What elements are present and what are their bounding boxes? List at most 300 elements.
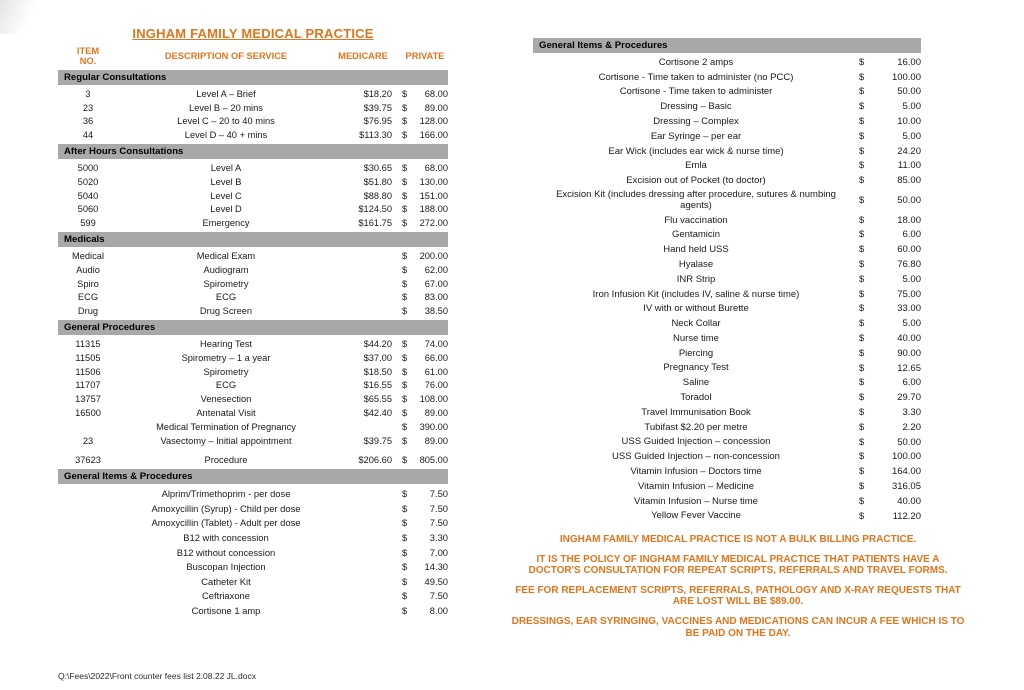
service-description-cell: Iron Infusion Kit (includes IV, saline & nurse time) [592, 288, 800, 300]
fee-table-row [533, 287, 921, 302]
private-fee-cell [402, 488, 448, 499]
private-fee-cell [402, 306, 448, 316]
service-description-cell: Travel Immunisation Book [641, 406, 751, 418]
price-cell [859, 259, 921, 270]
private-fee-cell [402, 367, 448, 377]
service-description-cell: Ceftriaxone [202, 590, 250, 602]
item-no-cell: 5000 [77, 163, 99, 174]
price-cell [859, 116, 921, 127]
price-cell [859, 392, 921, 403]
private-amount: 68.00 [424, 163, 448, 174]
price-amount: 40.00 [897, 333, 921, 345]
item-no-cell: 36 [82, 116, 94, 127]
section-header: General Items & Procedures [58, 469, 448, 484]
price-amount: 6.00 [902, 377, 921, 389]
private-fee-cell [402, 89, 448, 99]
medicare-fee-cell: $124.50 [358, 204, 392, 215]
fee-table-row [533, 346, 921, 361]
service-description-cell: Neck Collar [671, 318, 721, 330]
fee-table-row [533, 99, 921, 114]
dollar-sign: $ [859, 145, 865, 157]
service-description-cell: Catheter Kit [201, 575, 251, 587]
price-cell [859, 289, 921, 300]
section-rows [533, 55, 921, 524]
dollar-sign: $ [402, 204, 408, 215]
table-header-row [58, 45, 448, 67]
dollar-sign: $ [859, 259, 865, 271]
page-title: INGHAM FAMILY MEDICAL PRACTICE [132, 26, 374, 41]
private-amount: 3.30 [429, 531, 448, 543]
section-header: Regular Consultations [58, 70, 448, 85]
price-cell [859, 215, 921, 226]
dollar-sign: $ [859, 71, 865, 83]
page-corner-shadow [0, 0, 46, 34]
dollar-sign: $ [859, 244, 865, 256]
service-description-cell: Cortisone - Time taken to administer (no PCC) [598, 71, 794, 83]
service-description-cell: Excision out of Pocket (to doctor) [626, 175, 766, 187]
fee-table-row [533, 376, 921, 391]
service-description-cell: Level A – Brief [196, 88, 256, 99]
service-description-cell: Pregnancy Test [663, 362, 729, 374]
item-no-cell: 11707 [75, 380, 101, 391]
fee-table-row [58, 263, 448, 277]
service-description-cell: Emergency [202, 218, 250, 229]
fee-table-row [58, 392, 448, 406]
service-description-cell: Vitamin Infusion – Medicine [638, 480, 754, 492]
fee-table-row [533, 405, 921, 420]
fee-table-row [58, 216, 448, 230]
price-amount: 6.00 [902, 229, 921, 241]
fee-table-row [533, 188, 921, 213]
dollar-sign: $ [402, 604, 408, 616]
fee-table-row [533, 228, 921, 243]
dollar-sign: $ [402, 380, 408, 391]
private-amount: 89.00 [424, 102, 448, 113]
fee-table-row [58, 351, 448, 365]
fee-table-row [533, 129, 921, 144]
medicare-fee-cell: $51.80 [363, 176, 392, 187]
private-fee-cell [402, 292, 448, 302]
fee-table-row [58, 434, 448, 448]
service-description-cell: Level A [210, 163, 242, 174]
fee-table-row [533, 494, 921, 509]
price-cell [859, 511, 921, 522]
item-no-cell: 23 [82, 435, 94, 446]
price-cell [859, 274, 921, 285]
service-description-cell: Spirometry – 1 a year [181, 352, 271, 363]
fee-table-row [58, 161, 448, 175]
dollar-sign: $ [859, 407, 865, 419]
private-amount: 7.00 [429, 546, 448, 558]
private-fee-cell [402, 103, 448, 113]
dollar-sign: $ [859, 56, 865, 68]
dollar-sign: $ [859, 436, 865, 448]
price-amount: 29.70 [897, 392, 921, 404]
price-amount: 75.00 [897, 288, 921, 300]
medicare-fee-cell: $44.20 [363, 339, 392, 350]
fee-table-row [58, 189, 448, 203]
private-fee-cell [402, 251, 448, 261]
price-amount: 24.20 [897, 145, 921, 157]
dollar-sign: $ [402, 590, 408, 602]
fee-table-row [533, 302, 921, 317]
private-fee-cell [402, 422, 448, 432]
item-no-cell: Medical [71, 251, 105, 262]
section-general-procedures [58, 320, 448, 467]
price-amount: 16.00 [897, 56, 921, 68]
price-amount: 11.00 [897, 160, 921, 172]
dollar-sign: $ [859, 495, 865, 507]
private-amount: 38.50 [424, 306, 448, 317]
price-cell [859, 348, 921, 359]
price-amount: 76.80 [897, 259, 921, 271]
service-description-cell: Antenatal Visit [196, 408, 256, 419]
private-amount: 8.00 [429, 604, 448, 616]
dollar-sign: $ [402, 517, 408, 529]
price-amount: 50.00 [897, 194, 921, 206]
dollar-sign: $ [859, 116, 865, 128]
dollar-sign: $ [402, 278, 408, 289]
private-amount: 7.50 [429, 517, 448, 529]
service-description-cell: Cortisone 2 amps [658, 56, 734, 68]
service-description-cell: Level D – 40 + mins [184, 130, 268, 141]
dollar-sign: $ [859, 510, 865, 522]
price-cell [859, 72, 921, 83]
medicare-fee-cell: $65.55 [363, 394, 392, 405]
dollar-sign: $ [402, 190, 408, 201]
item-no-cell: 5060 [77, 204, 99, 215]
price-cell [859, 481, 921, 492]
private-fee-cell [402, 576, 448, 587]
private-fee-cell [402, 204, 448, 214]
private-amount: 49.50 [424, 575, 448, 587]
dollar-sign: $ [402, 251, 408, 262]
price-amount: 3.30 [902, 407, 921, 419]
dollar-sign: $ [859, 377, 865, 389]
dollar-sign: $ [402, 575, 408, 587]
private-fee-cell [402, 561, 448, 572]
dollar-sign: $ [402, 435, 408, 446]
service-description-cell: B12 without concession [176, 546, 276, 558]
fee-table-row [533, 479, 921, 494]
private-fee-cell [402, 394, 448, 404]
service-description-cell: B12 with concession [183, 531, 269, 543]
dollar-sign: $ [859, 421, 865, 433]
dollar-sign: $ [859, 101, 865, 113]
fee-table-row [58, 365, 448, 379]
fee-table-row [58, 101, 448, 115]
item-no-cell: 599 [80, 218, 96, 229]
fee-table-row [58, 574, 448, 589]
private-amount: 805.00 [419, 455, 448, 466]
price-cell [859, 160, 921, 171]
dollar-sign: $ [402, 102, 408, 113]
dollar-sign: $ [402, 546, 408, 558]
fee-table-row [58, 454, 448, 468]
medicare-fee-cell: $16.55 [363, 380, 392, 391]
section-general-items-left [58, 469, 448, 617]
dollar-sign: $ [859, 175, 865, 187]
fee-table-row [533, 450, 921, 465]
service-description-cell: USS Guided Injection – concession [621, 436, 771, 448]
fee-table-row [533, 435, 921, 450]
item-no-cell: 13757 [75, 394, 101, 405]
column-header-item-no [58, 46, 118, 66]
dollar-sign: $ [402, 366, 408, 377]
dollar-sign: $ [859, 214, 865, 226]
item-no-cell: 44 [82, 130, 94, 141]
fee-table-row [533, 70, 921, 85]
private-amount: 14.30 [424, 561, 448, 573]
column-header-private: PRIVATE [405, 51, 445, 61]
medicare-fee-cell: $42.40 [363, 408, 392, 419]
notice-text: INGHAM FAMILY MEDICAL PRACTICE IS NOT A BULK BILLING PRACTICE. [559, 534, 917, 545]
fee-table-row [58, 115, 448, 129]
service-description-cell: Nurse time [673, 332, 719, 344]
price-cell [859, 407, 921, 418]
private-amount: 76.00 [424, 380, 448, 391]
price-cell [859, 466, 921, 477]
private-amount: 390.00 [419, 421, 448, 432]
service-description-cell: Emla [685, 160, 707, 172]
price-cell [859, 131, 921, 142]
dollar-sign: $ [859, 229, 865, 241]
fee-table-row [58, 530, 448, 545]
price-amount: 5.00 [902, 130, 921, 142]
private-amount: 61.00 [424, 366, 448, 377]
fee-table-row [58, 559, 448, 574]
item-header-line1: ITEM [76, 46, 100, 56]
item-no-cell: Audio [76, 264, 100, 275]
right-column [533, 36, 921, 524]
dollar-sign: $ [402, 163, 408, 174]
fee-table-row [533, 316, 921, 331]
fee-table-row [533, 114, 921, 129]
fee-table-row [58, 175, 448, 189]
dollar-sign: $ [402, 408, 408, 419]
service-description-cell: Medical Exam [196, 251, 256, 262]
dollar-sign: $ [402, 339, 408, 350]
private-amount: 74.00 [424, 339, 448, 350]
service-description-cell: USS Guided Injection – non-concession [612, 451, 780, 463]
column-header-medicare: MEDICARE [338, 51, 388, 61]
service-description-cell: Toradol [680, 392, 712, 404]
medicare-fee-cell: $206.60 [358, 455, 392, 466]
service-description-cell: Flu vaccination [664, 214, 728, 226]
service-description-cell: Audiogram [203, 264, 249, 275]
service-description-cell: Vitamin Infusion – Nurse time [634, 495, 758, 507]
notice-text: DRESSINGS, EAR SYRINGING, VACCINES AND MEDICATIONS CAN INCUR A FEE WHICH IS TO BE PAID ON THE DAY. [511, 615, 965, 639]
section-rows [58, 161, 448, 230]
section-after-hours-consultations [58, 144, 448, 230]
fee-table-row [58, 249, 448, 263]
fee-table-row [58, 406, 448, 420]
medicare-fee-cell: $18.20 [363, 88, 392, 99]
dollar-sign: $ [859, 288, 865, 300]
price-cell [859, 229, 921, 240]
fee-table-row [533, 390, 921, 405]
price-amount: 90.00 [897, 347, 921, 359]
fee-table-row [533, 272, 921, 287]
fee-table-row [58, 203, 448, 217]
dollar-sign: $ [859, 86, 865, 98]
private-amount: 62.00 [424, 264, 448, 275]
private-amount: 66.00 [424, 352, 448, 363]
price-cell [859, 57, 921, 68]
fee-table-row [58, 501, 448, 516]
dollar-sign: $ [402, 116, 408, 127]
price-amount: 5.00 [902, 273, 921, 285]
dollar-sign: $ [859, 194, 865, 206]
dollar-sign: $ [402, 264, 408, 275]
service-description-cell: Amoxycillin (Syrup) - Child per dose [151, 502, 301, 514]
item-no-cell: Drug [77, 306, 99, 317]
price-amount: 60.00 [897, 244, 921, 256]
private-fee-cell [402, 605, 448, 616]
price-cell [859, 437, 921, 448]
dollar-sign: $ [859, 130, 865, 142]
service-description-cell: Spirometry [203, 278, 249, 289]
price-amount: 100.00 [891, 71, 921, 83]
dollar-sign: $ [402, 531, 408, 543]
section-header: General Procedures [58, 320, 448, 335]
private-amount: 7.50 [429, 488, 448, 500]
fee-table-row [58, 277, 448, 291]
fee-table-row [58, 588, 448, 603]
dollar-sign: $ [402, 352, 408, 363]
service-description-cell: Buscopan Injection [186, 561, 266, 573]
dollar-sign: $ [402, 455, 408, 466]
private-fee-cell [402, 130, 448, 140]
private-fee-cell [402, 279, 448, 289]
price-amount: 33.00 [897, 303, 921, 315]
private-fee-cell [402, 517, 448, 528]
medicare-fee-cell: $161.75 [358, 218, 392, 229]
fee-table-row [533, 331, 921, 346]
private-fee-cell [402, 353, 448, 363]
practice-notices [510, 534, 966, 647]
dollar-sign: $ [859, 160, 865, 172]
private-amount: 89.00 [424, 435, 448, 446]
notice-text: IT IS THE POLICY OF INGHAM FAMILY MEDICAL PRACTICE THAT PATIENTS HAVE A DOCTOR'S CONSULTATION FOR REPEAT SCRIPTS, REFERRALS AND TRAVEL FORMS. [528, 553, 948, 577]
file-path: Q:\Fees\2022\Front counter fees list 2.08.22 JL.docx [58, 671, 256, 681]
price-cell [859, 422, 921, 433]
service-description-cell: Level C – 20 to 40 mins [177, 116, 275, 127]
price-amount: 5.00 [902, 318, 921, 330]
medicare-fee-cell: $37.00 [363, 352, 392, 363]
medicare-fee-cell: $113.30 [359, 130, 392, 141]
price-cell [859, 303, 921, 314]
dollar-sign: $ [402, 88, 408, 99]
price-cell [859, 451, 921, 462]
fee-table-row [58, 516, 448, 531]
private-fee-cell [402, 163, 448, 173]
fee-table-row [58, 87, 448, 101]
item-no-cell: 5020 [77, 176, 99, 187]
item-no-cell: 11315 [75, 339, 101, 350]
item-no-cell: ECG [77, 292, 99, 303]
service-description-cell: Excision Kit (includes dressing after procedure, sutures & numbing agents) [556, 189, 836, 212]
price-amount: 18.00 [897, 214, 921, 226]
price-cell [859, 496, 921, 507]
service-description-cell: Cortisone 1 amp [191, 604, 261, 616]
dollar-sign: $ [402, 176, 408, 187]
private-fee-cell [402, 380, 448, 390]
price-amount: 164.00 [891, 466, 921, 478]
service-description-cell: Level D [210, 204, 242, 215]
price-amount: 2.20 [902, 421, 921, 433]
private-amount: 130.00 [419, 176, 448, 187]
item-no-cell: 5040 [77, 190, 99, 201]
private-amount: 108.00 [419, 394, 448, 405]
price-cell [859, 195, 921, 206]
price-cell [859, 101, 921, 112]
private-amount: 166.00 [419, 130, 448, 141]
dollar-sign: $ [402, 421, 408, 432]
service-description-cell: Drug Screen [199, 306, 253, 317]
fee-table-row [58, 486, 448, 501]
dollar-sign: $ [402, 488, 408, 500]
price-amount: 10.00 [897, 116, 921, 128]
fee-table-row [533, 420, 921, 435]
dollar-sign: $ [859, 481, 865, 492]
price-cell [859, 363, 921, 374]
fee-table-row [58, 304, 448, 318]
service-description-cell: Tubifast $2.20 per metre [644, 421, 748, 433]
service-description-cell: INR Strip [676, 273, 716, 285]
section-header: After Hours Consultations [58, 144, 448, 159]
private-fee-cell [402, 436, 448, 446]
item-no-cell: 11506 [75, 366, 101, 377]
private-amount: 128.00 [419, 116, 448, 127]
section-rows [58, 337, 448, 467]
dollar-sign: $ [859, 362, 865, 374]
dollar-sign: $ [402, 218, 408, 229]
item-header-line2: NO. [79, 56, 97, 66]
medicare-fee-cell: $76.95 [363, 116, 392, 127]
service-description-cell: Hearing Test [199, 339, 253, 350]
item-no-cell: 3 [85, 88, 91, 99]
price-cell [859, 146, 921, 157]
fee-table-row [533, 173, 921, 188]
fee-table-row [533, 464, 921, 479]
fee-table-row [533, 213, 921, 228]
private-amount: 89.00 [424, 408, 448, 419]
price-cell [859, 175, 921, 186]
section-header: Medicals [58, 232, 448, 247]
item-no-cell: 16500 [75, 408, 101, 419]
price-amount: 50.00 [897, 86, 921, 98]
fee-table-row [58, 603, 448, 618]
price-cell [859, 377, 921, 388]
service-description-cell: Level B – 20 mins [189, 102, 263, 113]
price-amount: 316.05 [891, 481, 921, 492]
private-fee-cell [402, 265, 448, 275]
service-description-cell: Spirometry [203, 366, 249, 377]
private-amount: 83.00 [424, 292, 448, 303]
private-fee-cell [402, 503, 448, 514]
item-no-cell: 11505 [75, 352, 101, 363]
fee-table-row [533, 242, 921, 257]
service-description-cell: Alprim/Trimethoprim - per dose [161, 488, 291, 500]
private-fee-cell [402, 191, 448, 201]
price-cell [859, 333, 921, 344]
medicare-fee-cell: $18.50 [363, 366, 392, 377]
private-amount: 151.00 [419, 190, 448, 201]
column-header-description: DESCRIPTION OF SERVICE [164, 51, 288, 61]
dollar-sign: $ [859, 318, 865, 330]
service-description-cell: Level C [210, 190, 242, 201]
